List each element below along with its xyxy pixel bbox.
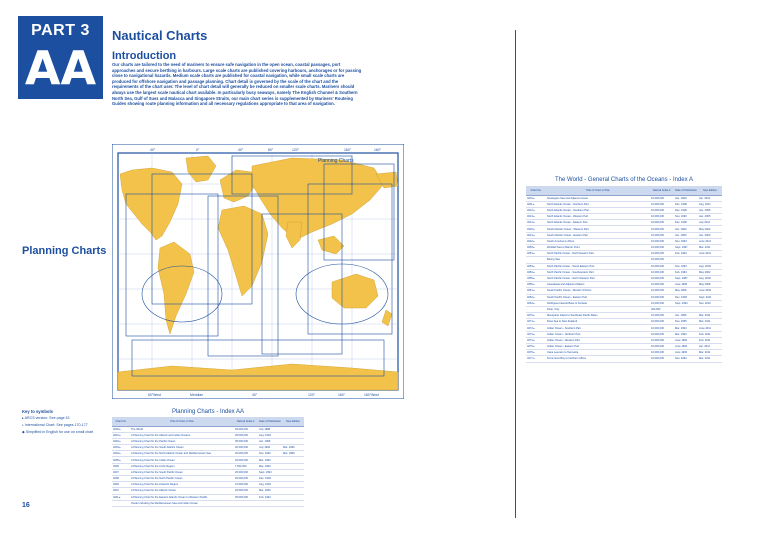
table-cell: 10,000,000 [650,257,674,263]
table-cell: Nov. 1990 [674,214,698,220]
table-cell: Indian Ocean - Northern Part [546,331,650,337]
table-cell: North Atlantic Ocean - Eastern Part [546,220,650,226]
table-cell: Feb. 2011 [698,337,722,343]
table-cell: The World [130,426,234,432]
table-cell: Australasia and Adjacent Waters [546,282,650,288]
table-cell: 20,000,000 [234,451,258,457]
table-cell: Aug. 1994 [258,432,282,438]
table-cell: Indian Ocean - Western Part [546,337,650,343]
table-cell: 4071 ▸ [526,319,546,325]
table-cell: 10,000,000 [650,207,674,213]
page-divider [515,30,516,518]
table-cell: 20,000,000 [234,488,258,494]
table-cell: Mar. 1993 [674,325,698,331]
table-cell: 10,000,000 [650,300,674,306]
table-cell: Dec. 1996 [674,201,698,207]
table-cell: Terra Nova Bay to Northern Africa [546,356,650,362]
table-cell: 4074 ▸ [526,337,546,343]
world-map-svg [112,144,404,399]
table-cell: 4006 [112,463,130,469]
table-cell: South Pacific Ocean - Western Portion [546,288,650,294]
table-cell: Apr. 2011 [698,344,722,350]
key-item: ◆ Simplified in English for use on small chart [22,430,94,434]
side-heading: Planning Charts [22,245,107,257]
aa-index-table [112,417,304,507]
table-cell: 10,000,000 [650,337,674,343]
map-bottom-tick: Meridian [190,393,204,397]
key-item: ▸ ARCS version: See page 15 [22,416,70,420]
table-cell: 10,000,000 [650,195,674,201]
table-cell: 7,500,000 [234,463,258,469]
table-cell: 4014 ▸ [526,220,546,226]
table-cell: July 2012 [698,220,722,226]
table-row [112,500,304,506]
table-cell: Sept. 1993 [258,469,282,475]
world-index-body [526,195,722,362]
page-title: Nautical Charts [112,28,208,43]
table-cell: Jan. 1996 [258,438,282,444]
table-cell: 20,000,000 [234,469,258,475]
table-cell: A Planning Chart for the North Pacific Ocean [130,476,234,482]
table-cell: 20,000,000 [234,445,258,451]
table-cell: North Pacific Ocean - North Eastern Part [546,251,650,257]
column-header: New Edition [698,186,722,195]
table-cell: 10,000,000 [650,282,674,288]
table-cell: South Atlantic Ocean - Eastern Part [546,232,650,238]
column-header: Natural Scale 1: [650,186,674,195]
table-cell: June 2011 [698,238,722,244]
table-cell: North Atlantic Ocean - Northern Part [546,201,650,207]
table-header-row [526,186,722,195]
table-cell: North Atlantic Ocean - Western Part [546,214,650,220]
table-cell: Ocean including the Mediterranean Sea and Indian Ocean [130,500,234,506]
table-cell: A Planning Chart for the South Pacific Ocean [130,469,234,475]
key-item: ▹ International Chart: See pages 170-177 [22,423,88,427]
table-cell: Mar. 1993 [674,331,698,337]
table-cell: 4001 ▸ [112,432,130,438]
table-cell: 20,000,000 [234,476,258,482]
table-cell: 4012 ▸ [526,207,546,213]
table-cell: North Pacific Ocean - North Western Part [546,275,650,281]
table-cell: North Pacific Ocean - Southwestern Part [546,269,650,275]
table-cell: 4076 ▸ [526,350,546,356]
table-cell: June 2011 [698,325,722,331]
column-header: Natural Scale 1: [234,417,258,426]
table-cell: Mar. 1993 [258,463,282,469]
map-top-tick: 80° [268,148,274,152]
table-cell: 10,000,000 [650,245,674,251]
map-title: Planning Charts [318,158,354,164]
part-block [18,16,103,99]
map-top-tick: 0° [196,148,200,152]
table-cell: A Planning Chart for the Indian Ocean [130,457,234,463]
table-cell: Feb. 1993 [674,269,698,275]
table-cell: 4011 ▸ [112,494,130,500]
table-cell: 4022 ▸ [526,238,546,244]
table-cell: Bering Sea [546,257,650,263]
table-cell: May 2002 [698,269,722,275]
table-cell: A Planning Chart for the North Atlantic Ocean and Mediterranean Sea [130,451,234,457]
table-cell: Aug. 2002 [698,275,722,281]
table-cell: 4062 ▸ [526,294,546,300]
column-header: Date of Publication [674,186,698,195]
table-cell [282,500,304,506]
table-cell: 4070 ▸ [526,313,546,319]
table-cell: Jan. 2005 [698,214,722,220]
table-cell: A Planning Chart for the Pacific Ocean [130,438,234,444]
table-cell: 4005 ▸ [112,457,130,463]
table-cell: 10,000,000 [650,294,674,300]
column-header: Chart No. [526,186,546,195]
table-cell: Peter I Isly [546,306,650,312]
table-cell: Jan. 1990 [674,195,698,201]
table-cell: 10,000,000 [650,263,674,269]
table-cell: 4003 ▸ [112,445,130,451]
table-cell: 10,000,000 [650,226,674,232]
table-header-row [112,417,304,426]
table-cell: Mar. 2011 [698,356,722,362]
table-cell: May 2008 [698,282,722,288]
table-cell: Dec. 1990 [674,207,698,213]
map-top-tick: 160° [374,148,382,152]
table-cell: 4021 ▸ [526,232,546,238]
table-cell: 400,000 [650,306,674,312]
table-cell: 4050 ▸ [526,245,546,251]
table-cell: 4061 ▸ [526,288,546,294]
table-cell: 10,000,000 [650,288,674,294]
map-top-tick: 120° [292,148,300,152]
table-cell: Indian Ocean - Eastern Part [546,344,650,350]
table-cell: July 1992 [258,445,282,451]
table-cell: Mar. 2011 [698,245,722,251]
table-cell: Nov. 2010 [698,300,722,306]
table-cell: Feb. 1994 [258,494,282,500]
table-cell: 4054 ▸ [526,269,546,275]
table-cell: Jan. 1993 [674,226,698,232]
map-bottom-tick: 60°West [148,393,161,397]
table-cell: Ross Sea to New Zealand [546,319,650,325]
column-header: Chart No. [112,417,130,426]
table-cell: 4072 ▸ [526,325,546,331]
table-cell: 10,000,000 [650,275,674,281]
table-cell: Aug. 1994 [258,482,282,488]
table-cell: North Atlantic Ocean - Southern Part [546,207,650,213]
table-cell: A Planning Chart for the Atlantic and Indian Oceans [130,432,234,438]
part-label: PART 3 [31,22,90,39]
table-cell: 10,000,000 [650,214,674,220]
table-cell: Weddell Sea to Barrier Point [546,245,650,251]
table-cell [258,500,282,506]
map-bottom-tick: 160°West [364,393,379,397]
table-cell: A Planning Chart for the Atlantic Ocean [130,488,234,494]
aa-index-title: Planning Charts - Index AA [171,409,245,415]
table-cell: 4056 ▸ [526,282,546,288]
table-cell: June 1993 [674,350,698,356]
table-cell: 4073 ▸ [526,331,546,337]
table-cell: Mar. 2011 [698,350,722,356]
table-cell: May 1996 [674,288,698,294]
column-header: Title of Chart or Plan [130,417,234,426]
table-cell: 4000 ▸ [112,426,130,432]
table-cell: 35,000,000 [234,494,258,500]
part-code: AA [24,41,97,95]
table-cell: 10,000,000 [650,350,674,356]
table-cell: 4063 ▸ [526,300,546,306]
table-cell: Mar. 2011 [698,319,722,325]
table-cell [234,500,258,506]
table-cell: 10,000,000 [650,356,674,362]
table-cell: 35,000,000 [234,432,258,438]
table-cell: Mar. 2011 [698,313,722,319]
table-cell: June 2002 [698,288,722,294]
world-index-table [526,186,722,363]
table-cell: Cape Leeuwin to Tasmania [546,350,650,356]
table-cell: 4009 [112,482,130,488]
table-cell: Feb. 1993 [674,251,698,257]
table-cell: Sept. 1987 [674,275,698,281]
table-cell: A Planning Chart for the Antarctic Region [130,482,234,488]
table-cell: 4077 ▸ [526,356,546,362]
table-cell: Aug. 2011 [698,201,722,207]
table-cell: Dec. 1993 [258,476,282,482]
table-cell: Jan. 2003 [698,232,722,238]
table-cell: South Atlantic Ocean - Western Part [546,226,650,232]
table-cell: Indian Ocean - Southern Part [546,325,650,331]
table-cell: Norwegian Sea and Adjacent Areas [546,195,650,201]
table-cell: 4001 ▸ [526,195,546,201]
table-cell: June 2011 [698,251,722,257]
table-cell: 4013 ▸ [526,214,546,220]
intro-heading: Introduction [112,50,177,62]
map-bottom-tick: 160° [338,393,346,397]
table-cell: Apr. 2012 [698,195,722,201]
map-bottom-tick: 120° [308,393,316,397]
table-cell: Mar. 1993 [258,457,282,463]
table-cell: 4010 [112,488,130,494]
table-cell: May 2002 [698,226,722,232]
map-top-tick: 40° [238,148,244,152]
table-cell: July 1988 [258,426,282,432]
map-top-tick: 160° [344,148,352,152]
table-cell: Mar. 1996 [282,451,304,457]
table-cell: A Planning Chart for the Arctic Region [130,463,234,469]
table-cell: Nov. 1995 [674,319,698,325]
table-cell: 4075 ▸ [526,344,546,350]
page-number: 16 [22,502,30,509]
table-cell: June 1993 [674,337,698,343]
table-cell: Nov. 1992 [258,451,282,457]
table-cell: 10,000,000 [650,319,674,325]
table-cell: 45,000,000 [234,426,258,432]
planning-chart-map [112,144,404,399]
table-cell: Aug. 2002 [698,263,722,269]
table-cell: Sept. 1993 [674,300,698,306]
column-header: Title of Chart or Plan [546,186,650,195]
key-title: Key to symbols [22,409,53,414]
table-cell: Jan. 1993 [674,232,698,238]
table-cell: 4007 [112,469,130,475]
table-cell: 10,000,000 [650,238,674,244]
table-cell: 4008 [112,476,130,482]
table-cell: Dec. 1990 [674,220,698,226]
table-cell: June 1993 [674,344,698,350]
table-cell: 10,000,000 [650,232,674,238]
intro-text: Our charts are tailored to the need of mariners to ensure safe navigation in the open ocean, coastal passages, port approaches and secure berthing in harbours. Large scale charts are published covering harbours, anchorages or for passing close to navigational hazards. Medium scale charts are published for coastal navigation, while small scale charts are produced for offshore navigation and passage planning. Chart detail is governed by the scale of the chart and the requirements of the chart user. The level of chart detail will generally be reduced on smaller scale charts. Mariners should always use the largest scale nautical chart available. In particularly busy seaways, namely The English Channel & Southern North Sea, Gulf of Suez and Malacca and Singapore Straits, our main chart series is supplemented by Mariners' Routeing Guides showing route planning information and all necessary regulations appropriate to that area of navigation. [112,62,362,107]
world-index-title: The World - General Charts of the Oceans - Index A [555,177,693,183]
table-cell: June 1995 [674,282,698,288]
table-cell: Jan. 2005 [698,207,722,213]
table-cell: Nov. 1994 [674,356,698,362]
table-cell: 4053 ▸ [526,263,546,269]
table-cell: Macquarie Island to Southeast Pacific Basin [546,313,650,319]
table-cell: 4011 ▸ [526,201,546,207]
table-cell: South Pacific Ocean - Eastern Part [546,294,650,300]
table-cell: 4002 ▸ [112,438,130,444]
table-cell: Sept. 1997 [674,245,698,251]
table-cell: Nov. 1993 [674,263,698,269]
table-cell: 10,000,000 [650,313,674,319]
table-cell: 10,000,000 [650,331,674,337]
table-cell: 4051 ▸ [526,251,546,257]
table-cell: 10,000,000 [650,220,674,226]
table-cell: 15,000,000 [234,482,258,488]
table-cell: 4004 ▸ [112,451,130,457]
table-cell: 20,000,000 [234,457,258,463]
table-cell: Dec. 1993 [674,294,698,300]
table-cell: 10,000,000 [650,325,674,331]
table-cell: Mar. 1995 [258,488,282,494]
table-cell: Nov. 1993 [674,238,698,244]
table-cell: Sept. 2011 [698,294,722,300]
table-cell: Jan. 1995 [674,313,698,319]
table-cell: Feb. 2011 [698,331,722,337]
column-header: New Edition [282,417,304,426]
table-cell: South America to Africa [546,238,650,244]
table-cell: Mar. 1996 [282,445,304,451]
table-cell: A Planning Chart for the South Atlantic Ocean [130,445,234,451]
table-cell: 4020 ▸ [526,226,546,232]
table-cell: 10,000,000 [650,344,674,350]
table-cell: North Pacific Ocean - South Eastern Part [546,263,650,269]
table-cell: Rodrigues Islands Bass to Kerbela [546,300,650,306]
table-cell: 10,000,000 [650,201,674,207]
table-cell: 35,000,000 [234,438,258,444]
table-cell: 10,000,000 [650,251,674,257]
table-cell [112,500,130,506]
symbol-key [22,408,93,436]
map-bottom-tick: 40° [252,393,258,397]
table-cell: 10,000,000 [650,269,674,275]
table-row [526,356,722,362]
map-top-tick: 40° [150,148,156,152]
table-cell: 4055 ▸ [526,275,546,281]
column-header: Date of Publication [258,417,282,426]
table-cell: A Planning Chart for the Eastern Atlantic Ocean to Western Pacific [130,494,234,500]
aa-index-body [112,426,304,506]
